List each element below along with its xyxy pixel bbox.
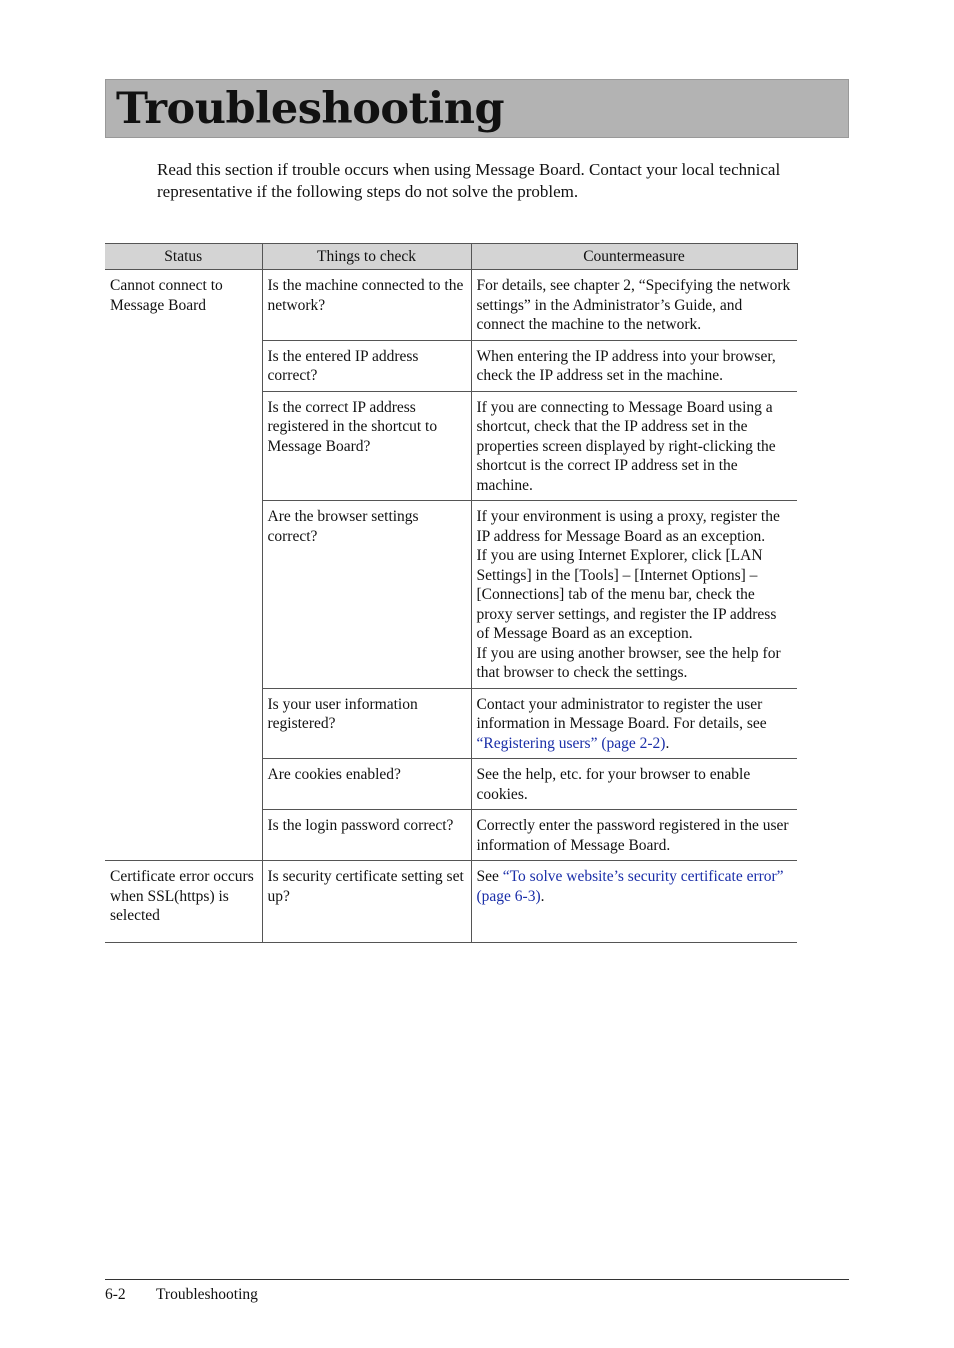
countermeasure-cell [471, 861, 797, 943]
countermeasure-cell: For details, see chapter 2, “Specifying the network settings” in the Administrator’s Guide, and connect the machine to the network. [471, 270, 797, 341]
title-bar [105, 79, 849, 138]
check-cell: Are the browser settings correct? [262, 501, 471, 689]
countermeasure-cell [471, 501, 797, 689]
check-cell: Is the machine connected to the network? [262, 270, 471, 341]
countermeasure-text: See [476, 868, 503, 885]
status-cell: Certificate error occurs when SSL(https) is selected [105, 861, 262, 943]
footer-section-title: Troubleshooting [156, 1286, 258, 1303]
footer-rule [105, 1279, 849, 1280]
header-status: Status [105, 244, 262, 270]
check-cell: Is your user information registered? [262, 688, 471, 759]
countermeasure-cell: Correctly enter the password registered in the user information of Message Board. [471, 810, 797, 861]
footer-page-number: 6-2 [105, 1286, 126, 1303]
table-header-row [105, 244, 797, 270]
troubleshooting-table [105, 243, 798, 943]
check-cell: Is security certificate setting set up? [262, 861, 471, 943]
security-certificate-link[interactable]: “To solve website’s security certificate error” (page 6-3) [476, 868, 784, 905]
countermeasure-text: Contact your administrator to register the user information in Message Board. For details, see [476, 695, 767, 732]
countermeasure-suffix: . [540, 887, 545, 905]
registering-users-link[interactable]: “Registering users” (page 2-2) [476, 734, 666, 752]
status-cell: Cannot connect to Message Board [105, 270, 262, 861]
countermeasure-cell: If you are connecting to Message Board using a shortcut, check that the IP address set in the properties screen displayed by right-clicking the shortcut is the correct IP address set in the machine. [471, 391, 797, 501]
check-cell: Is the correct IP address registered in the shortcut to Message Board? [262, 391, 471, 501]
check-cell: Is the entered IP address correct? [262, 340, 471, 391]
intro-text: Read this section if trouble occurs when using Message Board. Contact your local technical representative if the following steps do not solve the problem. [157, 160, 781, 201]
page-title: Troubleshooting [116, 84, 505, 134]
countermeasure-cell [471, 688, 797, 759]
table-row [105, 861, 797, 943]
header-things-to-check: Things to check [262, 244, 471, 270]
header-countermeasure: Countermeasure [471, 244, 797, 270]
table-row [105, 270, 797, 341]
countermeasure-cell: See the help, etc. for your browser to enable cookies. [471, 759, 797, 810]
countermeasure-cell: When entering the IP address into your browser, check the IP address set in the machine. [471, 340, 797, 391]
countermeasure-suffix: . [665, 734, 670, 752]
countermeasure-line: If your environment is using a proxy, register the IP address for Message Board as an exception. [476, 508, 780, 545]
check-cell: Are cookies enabled? [262, 759, 471, 810]
countermeasure-line: If you are using Internet Explorer, click [LAN Settings] in the [Tools] – [Internet Options] – [Connections] tab of the menu bar, check the proxy server settings, and register the IP address of Message Board as an exception. [476, 547, 777, 642]
check-cell: Is the login password correct? [262, 810, 471, 861]
intro-paragraph [157, 159, 807, 203]
countermeasure-line: If you are using another browser, see the help for that browser to check the settings. [476, 644, 781, 681]
